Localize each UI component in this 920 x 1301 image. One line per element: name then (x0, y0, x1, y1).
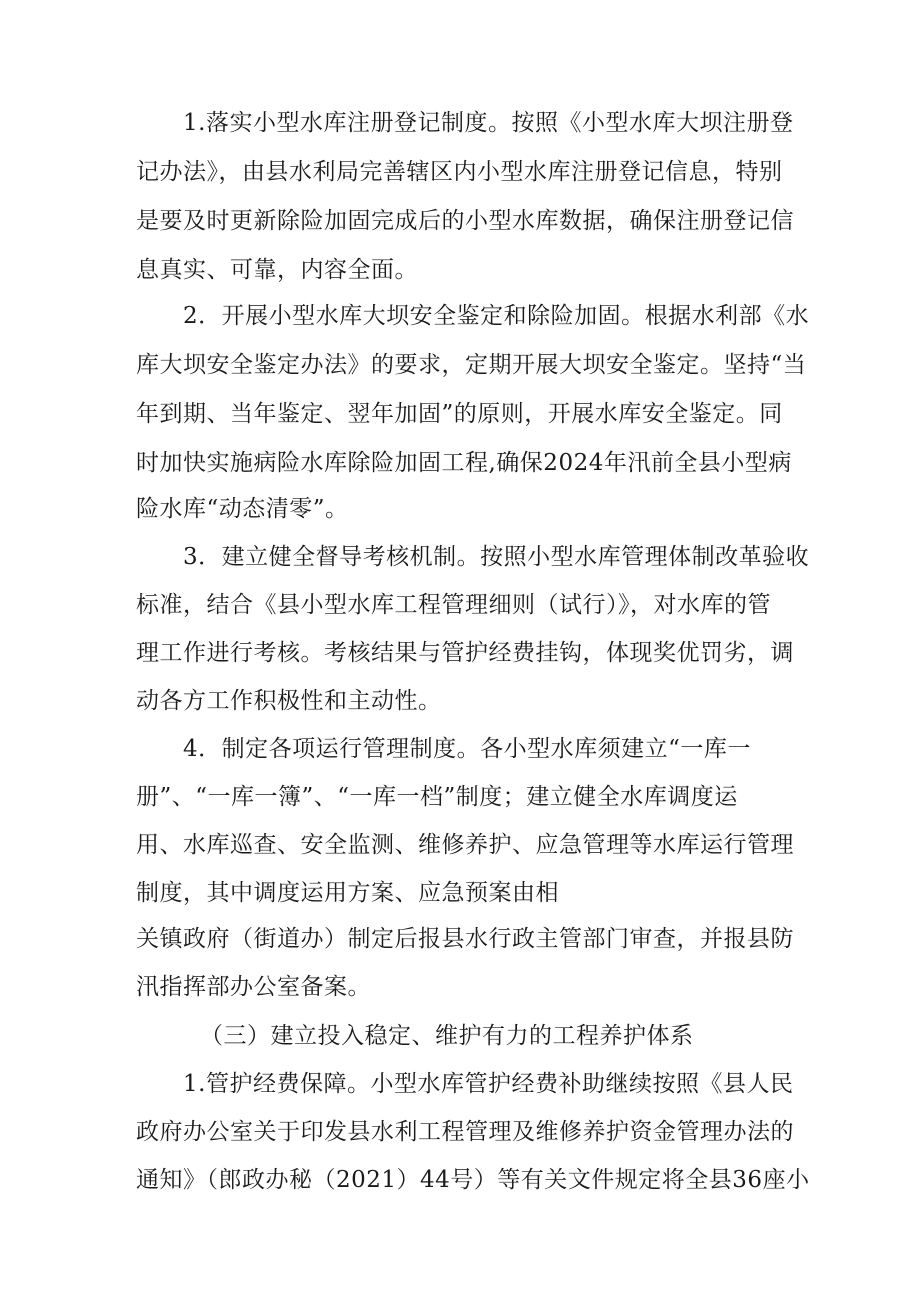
paragraph-3-line-3: 理工作进行考核。考核结果与管护经费挂钩，体现奖优罚劣，调 (136, 640, 794, 666)
paragraph-5-line-2: 政府办公室关于印发县水利工程管理及维修养护资金管理办法的 (136, 1119, 794, 1145)
paragraph-1-line-1: 1.落实小型水库注册登记制度。按照《小型水库大坝注册登 (183, 110, 794, 136)
paragraph-2-line-3: 年到期、当年鉴定、翌年加固”的原则，开展水库安全鉴定。同 (136, 401, 783, 427)
paragraph-5-line-1: 1.管护经费保障。小型水库管护经费补助继续按照《县人民 (183, 1071, 794, 1097)
paragraph-3-line-4: 动各方工作积极性和主动性。 (136, 688, 442, 714)
paragraph-4-line-2: 册”、“一库一簿”、“一库一档”制度；建立健全水库调度运 (136, 784, 738, 810)
paragraph-1-line-2: 记办法》，由县水利局完善辖区内小型水库注册登记信息，特别 (136, 159, 783, 185)
paragraph-1-line-3: 是要及时更新除险加固完成后的小型水库数据，确保注册登记信 (136, 208, 794, 234)
paragraph-4-line-5: 关镇政府（街道办）制定后报县水行政主管部门审查，并报县防 (136, 926, 794, 952)
section-heading: （三）建立投入稳定、维护有力的工程养护体系 (200, 1023, 694, 1049)
paragraph-4-line-1: 4．制定各项运行管理制度。各小型水库须建立“一库一 (183, 736, 751, 762)
paragraph-4-line-6: 汛指挥部办公室备案。 (136, 974, 371, 1000)
paragraph-5-line-3: 通知》（郎政办秘（2021）44号）等有关文件规定将全县36座小 (136, 1167, 810, 1193)
paragraph-2-line-2: 库大坝安全鉴定办法》的要求，定期开展大坝安全鉴定。坚持“当 (136, 352, 807, 378)
paragraph-1-line-4: 息真实、可靠，内容全面。 (136, 257, 418, 283)
paragraph-2-line-1: 2．开展小型水库大坝安全鉴定和除险加固。根据水利部《水 (183, 303, 810, 329)
paragraph-3-line-2: 标准，结合《县小型水库工程管理细则（试行）》，对水库的管 (136, 592, 771, 618)
paragraph-2-line-5: 险水库“动态清零”。 (136, 496, 349, 522)
paragraph-4-line-3: 用、水库巡查、安全监测、维修养护、应急管理等水库运行管理 (136, 832, 794, 858)
paragraph-2-line-4: 时加快实施病险水库除险加固工程,确保2024年汛前全县小型病 (136, 450, 792, 476)
paragraph-4-line-4: 制度，其中调度运用方案、应急预案由相 (136, 880, 559, 906)
paragraph-3-line-1: 3．建立健全督导考核机制。按照小型水库管理体制改革验收 (183, 544, 810, 570)
